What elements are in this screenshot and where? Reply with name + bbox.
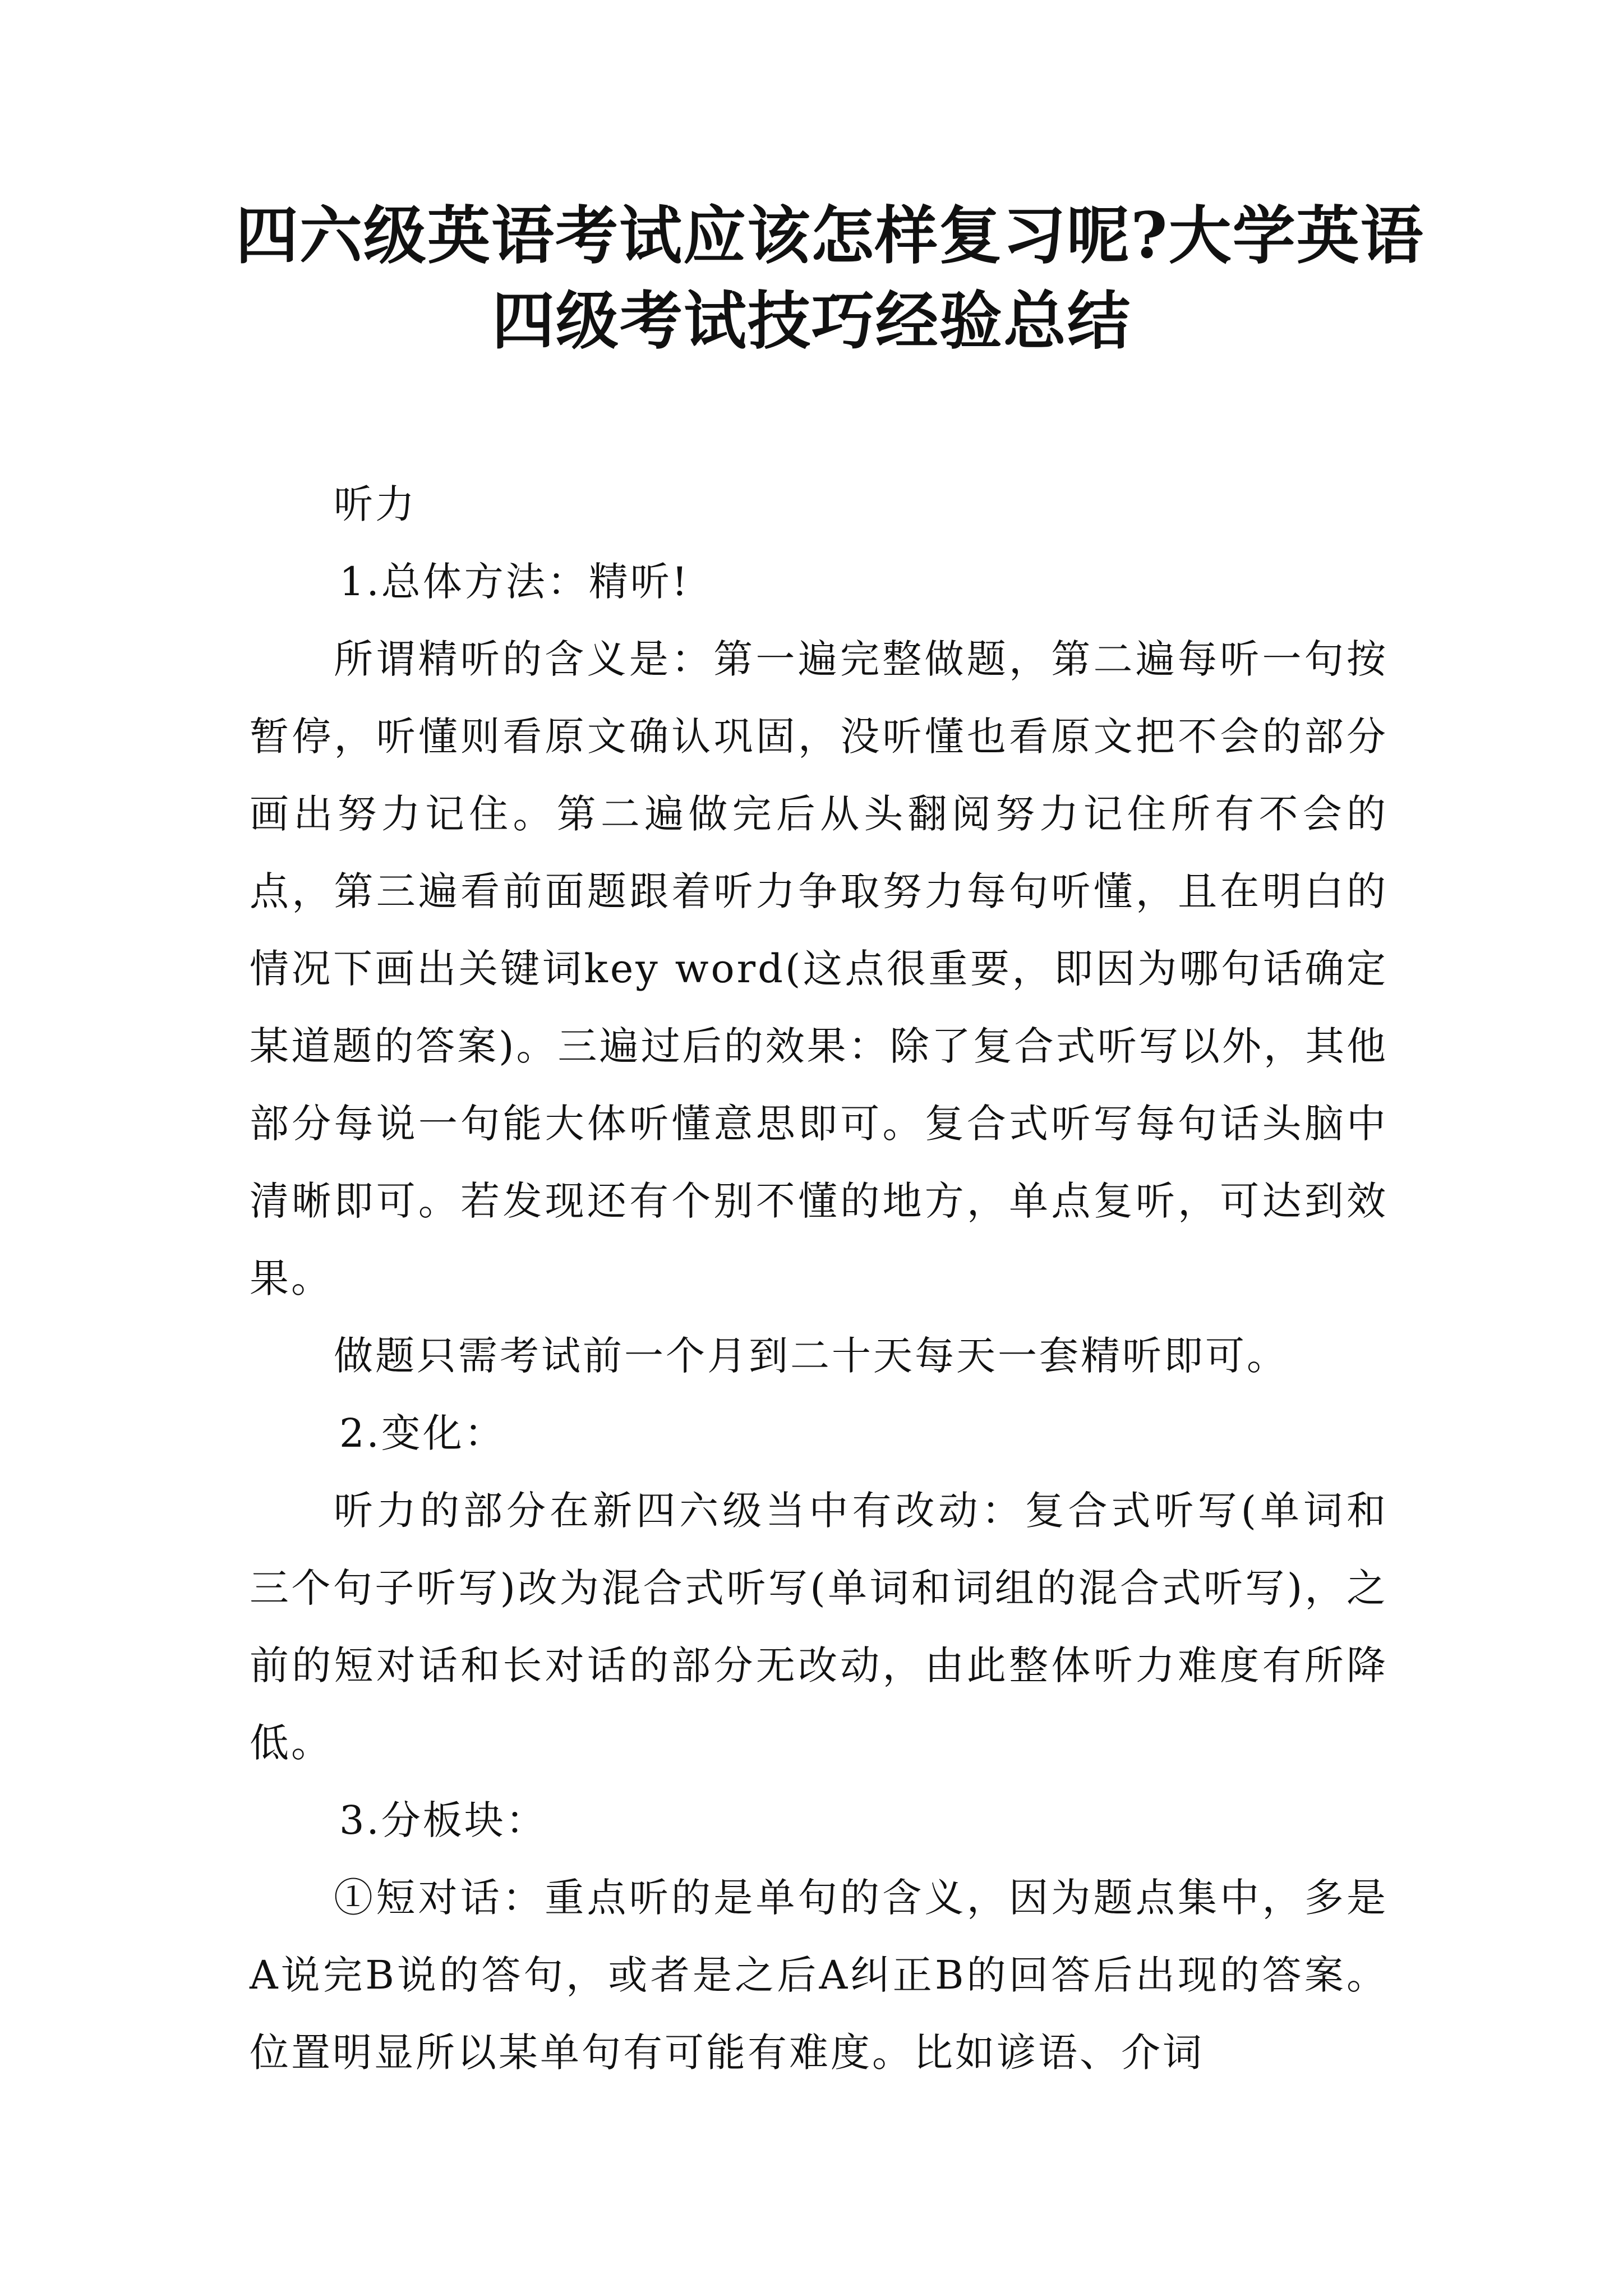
subheading-overall-method: 1.总体方法：精听! xyxy=(339,559,690,605)
document-title xyxy=(236,194,1424,364)
document-body xyxy=(250,466,1388,2091)
paragraph-intensive-listening: 所谓精听的含义是：第一遍完整做题，第二遍每听一句按暂停，听懂则看原文确认巩固，没听懂也看原文把不会的部分画出努力记住。第二遍做完后从头翻阅努力记住所有不会的点，第三遍看前面题跟着听力争取努力每句听懂，且在明白的情况下画出关键词key word(这点很重要，即因为哪句话确定某道题的答案)。三遍过后的效果：除了复合式听写以外，其他部分每说一句能大体听懂意思即可。复合式听写每句话头脑中清晰即可。若发现还有个别不懂的地方，单点复听，可达到效果。 xyxy=(250,636,1388,1301)
subheading-changes: 2.变化： xyxy=(339,1410,506,1456)
section-heading-listening: 听力 xyxy=(334,481,417,527)
paragraph-short-dialogues: ①短对话：重点听的是单句的含义，因为题点集中，多是A说完B说的答句，或者是之后A纠正B的回答后出现的答案。位置明显所以某单句有可能有难度。比如谚语、介词 xyxy=(250,1875,1388,2076)
paragraph-changes: 听力的部分在新四六级当中有改动：复合式听写(单词和三个句子听写)改为混合式听写(单词和词组的混合式听写)，之前的短对话和长对话的部分无改动，由此整体听力难度有所降低。 xyxy=(250,1488,1388,1766)
paragraph-practice-schedule: 做题只需考试前一个月到二十天每天一套精听即可。 xyxy=(334,1333,1288,1379)
title-line-2: 四级考试技巧经验总结 xyxy=(492,284,1131,358)
subheading-sections: 3.分板块： xyxy=(339,1797,547,1843)
title-line-1: 四六级英语考试应该怎样复习呢?大学英语 xyxy=(236,199,1424,273)
